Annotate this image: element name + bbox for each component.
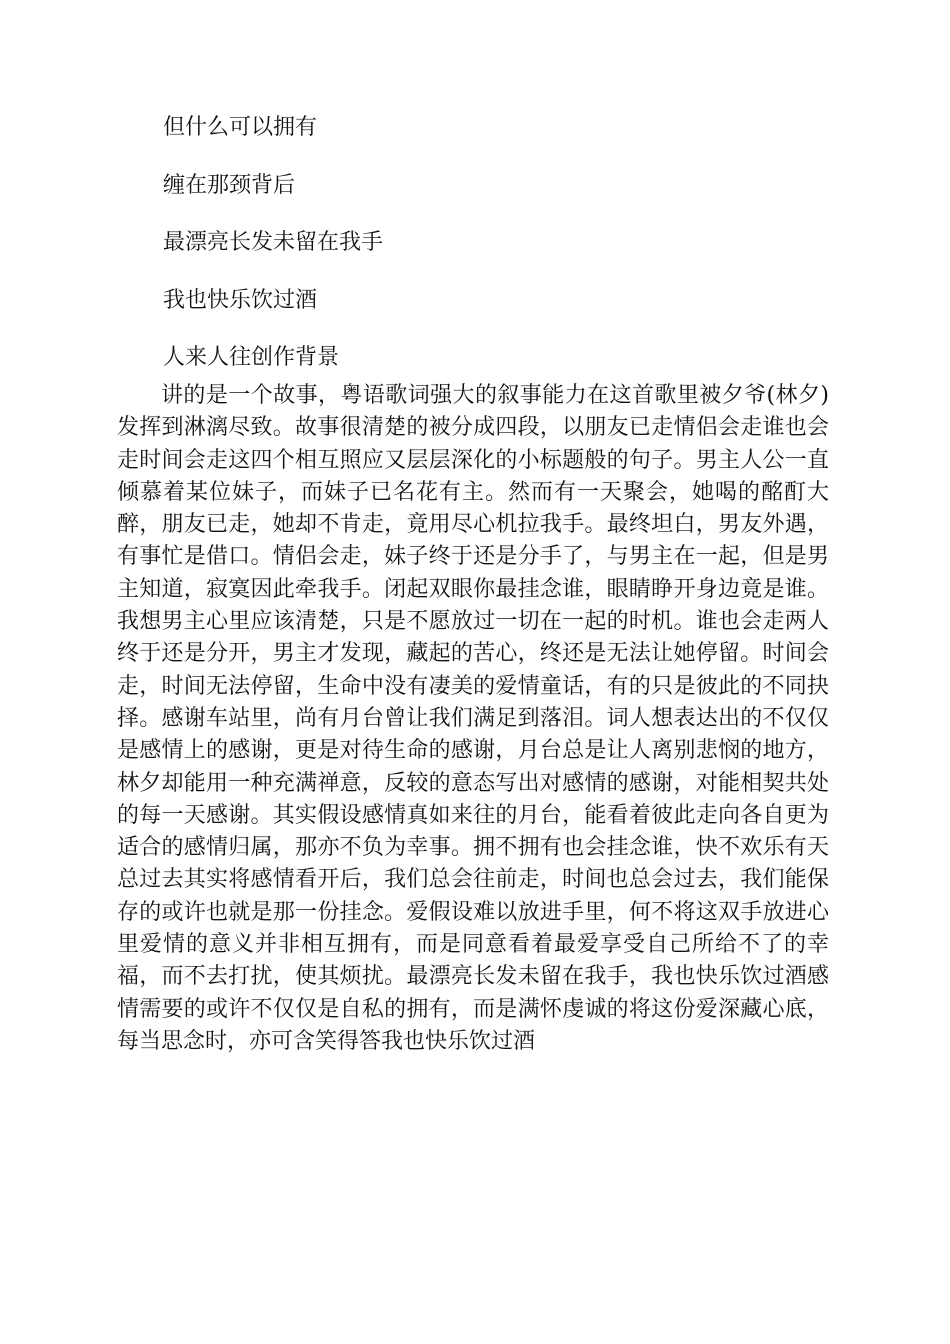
body-paragraph: 讲的是一个故事，粤语歌词强大的叙事能力在这首歌里被夕爷(林夕)发挥到淋漓尽致。故事很清楚的被分成四段，以朋友已走情侣会走谁也会走时间会走这四个相互照应又层层深化的小标题般的句子。男主人公一直倾慕着某位妹子，而妹子已名花有主。然而有一天聚会，她喝的酩酊大醉，朋友已走，她却不肯走，竟用尽心机拉我手。最终坦白，男友外遇，有事忙是借口。情侣会走，妹子终于还是分手了，与男主在一起，但是男主知道，寂寞因此牵我手。闭起双眼你最挂念谁，眼睛睁开身边竟是谁。我想男主心里应该清楚，只是不愿放过一切在一起的时机。谁也会走两人终于还是分开，男主才发现，藏起的苦心，终还是无法让她停留。时间会走，时间无法停留，生命中没有凄美的爱情童话，有的只是彼此的不同抉择。感谢车站里，尚有月台曾让我们满足到落泪。词人想表达出的不仅仅是感情上的感谢，更是对待生命的感谢，月台总是让人离别悲悯的地方，林夕却能用一种充满禅意，反较的意态写出对感情的感谢，对能相契共处的每一天感谢。其实假设感情真如来往的月台，能看着彼此走向各自更为适合的感情归属，那亦不负为幸事。拥不拥有也会挂念谁，快不欢乐有天总过去其实将感情看开后，我们总会往前走，时间也总会过去，我们能保存的或许也就是那一份挂念。爱假设难以放进手里，何不将这双手放进心里爱情的意义并非相互拥有，而是同意看着最爱享受自己所给不了的幸福，而不去打扰，使其烦扰。最漂亮长发未留在我手，我也快乐饮过酒感情需要的或许不仅仅是自私的拥有，而是满怀虔诚的将这份爱深藏心底，每当思念时，亦可含笑得答我也快乐饮过酒 xyxy=(117,383,829,1054)
lyric-line: 缠在那颈背后 xyxy=(163,172,296,198)
lyric-lines xyxy=(163,112,803,400)
lyric-line: 但什么可以拥有 xyxy=(163,115,318,140)
lyric-line: 我也快乐饮过酒 xyxy=(163,287,318,313)
section-heading: 人来人往创作背景 xyxy=(163,345,340,370)
lyric-line: 最漂亮长发未留在我手 xyxy=(163,230,384,255)
